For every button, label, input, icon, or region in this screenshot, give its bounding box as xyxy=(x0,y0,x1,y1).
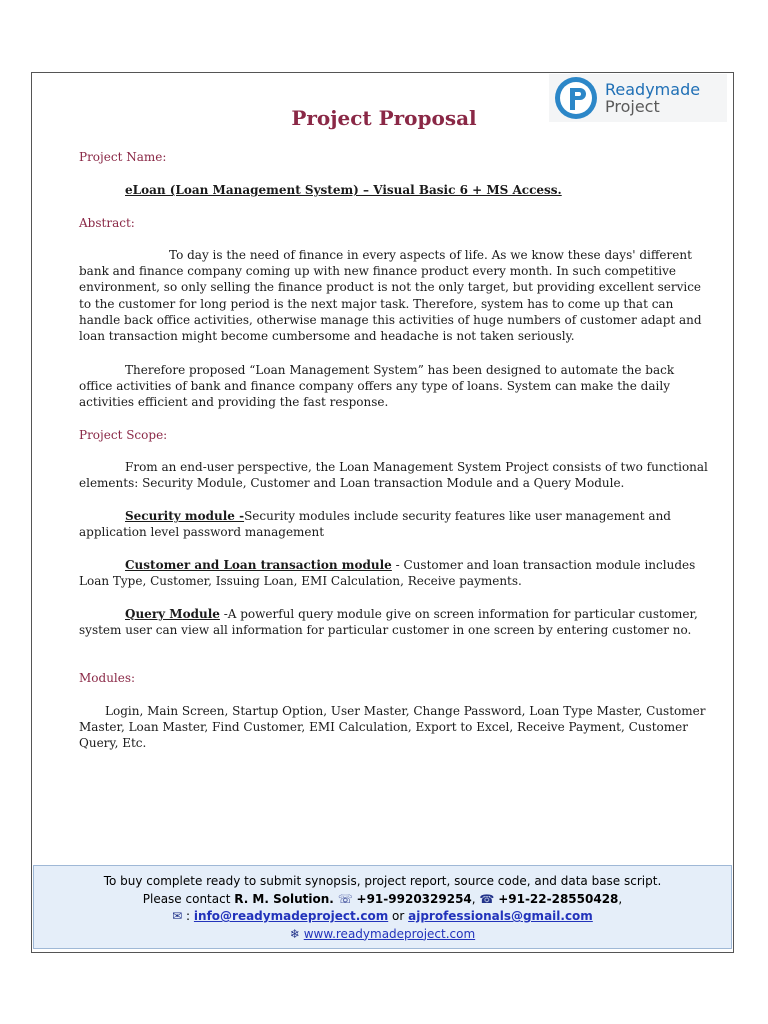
logo-text-top: Readymade xyxy=(605,80,701,99)
contact-line-2: Please contact R. M. Solution. ☏ +91-9920329254, ☎ +91-22-28550428, xyxy=(142,891,623,906)
contact-line-1: To buy complete ready to submit synopsis, project report, source code, and data base script. xyxy=(103,874,662,888)
project-scope-heading: Project Scope: xyxy=(79,428,168,442)
or-text: or xyxy=(388,909,409,923)
page-title: Project Proposal xyxy=(291,106,477,130)
customer-module-text: - Customer and loan transaction module includes Loan Type, Customer, Issuing Loan, EMI Calculation, Receive payments. xyxy=(79,558,696,589)
phone-number[interactable]: +91-22-28550428 xyxy=(498,891,619,906)
abstract-heading: Abstract: xyxy=(79,216,135,230)
customer-module-paragraph xyxy=(79,557,709,589)
website-link[interactable]: www.readymadeproject.com xyxy=(303,926,476,941)
globe-icon: ❄ xyxy=(289,926,300,941)
logo-text-bottom: Project xyxy=(605,97,660,116)
query-module-label: Query Module xyxy=(125,607,220,621)
security-module-text: Security modules include security features like user management and application level password management xyxy=(79,509,671,540)
security-module-label: Security module - xyxy=(125,509,245,523)
security-module-paragraph xyxy=(79,508,709,540)
mobile-number[interactable]: +91-9920329254 xyxy=(356,891,472,906)
project-name-heading: Project Name: xyxy=(79,150,167,164)
email-link-info[interactable]: info@readymadeproject.com xyxy=(193,909,389,923)
query-module-text: -A powerful query module give on screen information for particular customer, system user can view all information for particular customer in one screen by entering customer no. xyxy=(79,607,698,638)
company-name: R. M. Solution. xyxy=(234,891,334,906)
telephone-icon: ☎ xyxy=(479,891,495,906)
email-link-ajprofessionals[interactable]: ajprofessionals@gmail.com xyxy=(408,909,593,923)
project-name-value: eLoan (Loan Management System) – Visual Basic 6 + MS Access. xyxy=(125,183,562,197)
modules-heading: Modules: xyxy=(79,671,136,685)
abstract-paragraph-2: Therefore proposed “Loan Management System” has been designed to automate the back office activities of bank and finance company offers any type of loans. System can make the daily activities efficient and providing the fast response. xyxy=(79,363,675,410)
abstract-paragraph-1: To day is the need of finance in every aspects of life. As we know these days' different bank and finance company coming up with new finance product every month. In such competitive environment, so only selling the finance product is not the only target, but providing excellent service to the customer for long period is the next major task. Therefore, system has to come up that can handle back office activities, otherwise manage this activities of huge numbers of customer adapt and loan transaction might become cumbersome and headache is not taken seriously. xyxy=(79,248,702,344)
envelope-icon: ✉ xyxy=(172,909,183,923)
please-contact-text: Please contact xyxy=(142,891,235,906)
contact-line-3: ✉ : info@readymadeproject.com or ajprofessionals@gmail.com xyxy=(172,909,593,923)
modules-list-text: Login, Main Screen, Startup Option, User Master, Change Password, Loan Type Master, Customer Master, Loan Master, Find Customer, EMI Calculation, Export to Excel, Receive Payment, Customer Query, Etc. xyxy=(79,704,706,751)
scope-intro-paragraph: From an end-user perspective, the Loan Management System Project consists of two functional elements: Security Module, Customer and Loan transaction Module and a Query Module. xyxy=(79,460,708,491)
contact-box xyxy=(33,865,732,949)
mobile-phone-icon: ☏ xyxy=(337,891,353,906)
customer-module-label: Customer and Loan transaction module xyxy=(125,558,392,572)
query-module-paragraph xyxy=(79,606,709,638)
contact-line-4 xyxy=(34,926,731,944)
